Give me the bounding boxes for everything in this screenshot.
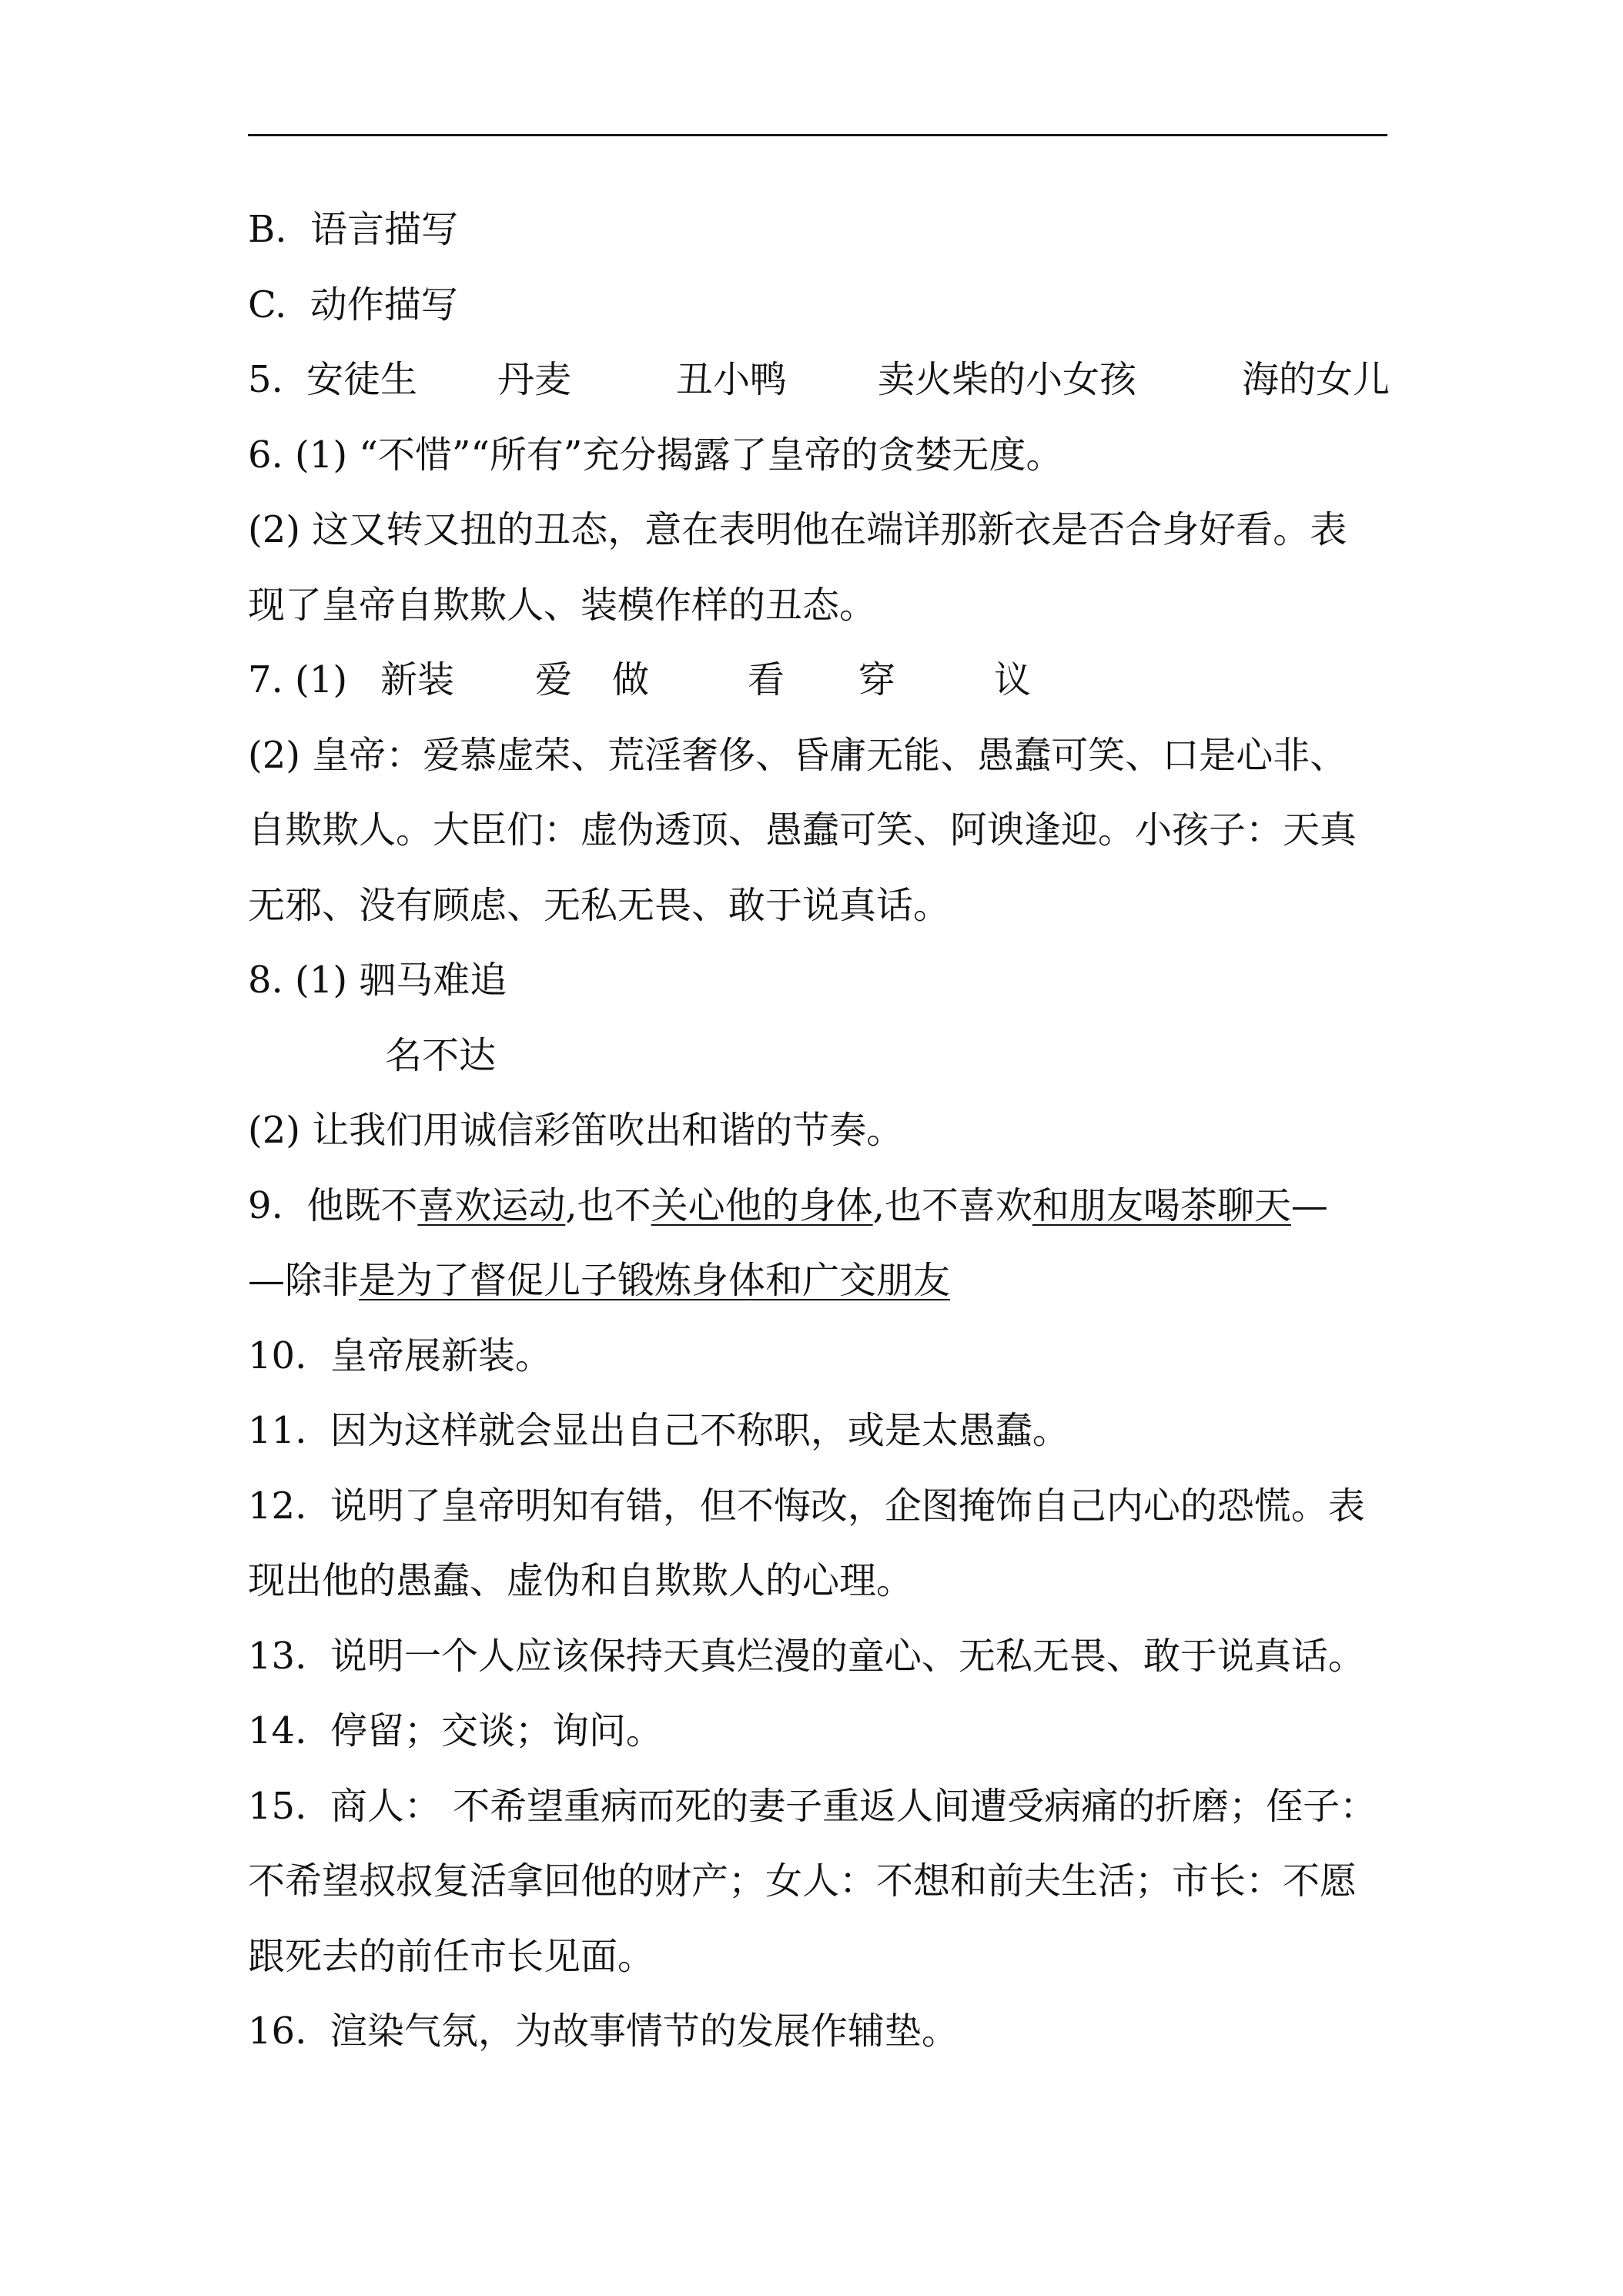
answer-12-cont: 现出他的愚蠢、虚伪和自欺欺人的心理。 [248,1559,914,1602]
answer-6-1: 6. (1) “不惜”“所有”充分揭露了皇帝的贪婪无度。 [248,433,1063,477]
answer-14: 14. 停留；交谈；询问。 [248,1709,663,1752]
answer-7-1: 7. (1) 新装 爱 做 看 穿 议 [248,658,1032,701]
answer-15-cont2: 跟死去的前任市长见面。 [248,1934,655,1978]
answer-6-2: (2) 这又转又扭的丑态，意在表明他在端详那新衣是否合身好看。表 [248,508,1347,551]
answer-9: 9. 他既不喜欢运动,也不关心他的身体,也不喜欢和朋友喝茶聊天— [248,1183,1328,1227]
underline-2: 关心他的身体 [651,1183,873,1227]
answer-11: 11. 因为这样就会显出自己不称职，或是太愚蠢。 [248,1409,1069,1452]
answer-8-1: 8. (1) 驷马难追 [248,959,507,1002]
answer-15: 15. 商人： 不希望重病而死的妻子重返人间遭受病痛的折磨；侄子： [248,1784,1377,1828]
answer-c: C. 动作描写 [248,283,458,326]
answer-text [248,192,1390,2070]
answer-7-2: (2) 皇帝：爱慕虚荣、荒淫奢侈、昏庸无能、愚蠢可笑、口是心非、 [248,733,1347,777]
answer-13: 13. 说明一个人应该保持天真烂漫的童心、无私无畏、敢于说真话。 [248,1634,1365,1678]
answer-9-cont: —除非是为了督促儿子锻炼身体和广交朋友 [248,1259,951,1302]
answer-6-2-cont: 现了皇帝自欺欺人、装模作样的丑态。 [248,583,877,627]
answer-b: B. 语言描写 [248,208,459,251]
answer-15-cont1: 不希望叔叔复活拿回他的财产；女人：不想和前夫生活；市长：不愿 [248,1859,1357,1903]
answer-16: 16. 渲染气氛，为故事情节的发展作辅垫。 [248,2010,959,2053]
answer-7-2-cont1: 自欺欺人。大臣们：虚伪透顶、愚蠢可笑、阿谀逢迎。小孩子：天真 [248,808,1357,852]
answer-12: 12. 说明了皇帝明知有错，但不悔改，企图掩饰自己内心的恐慌。表 [248,1484,1365,1528]
underline-3: 和朋友喝茶聊天 [1032,1183,1291,1227]
answer-10: 10. 皇帝展新装。 [248,1334,552,1377]
answer-7-2-cont2: 无邪、没有顾虑、无私无畏、敢于说真话。 [248,883,951,927]
header-rule [248,134,1387,136]
underline-1: 喜欢运动 [417,1183,566,1227]
answer-5: 5. 安徒生 丹麦 丑小鸭 卖火柴的小女孩 海的女儿 [248,358,1390,401]
answer-8-2: (2) 让我们用诚信彩笛吹出和谐的节奏。 [248,1109,904,1152]
underline-4: 是为了督促儿子锻炼身体和广交朋友 [359,1259,951,1302]
answer-8-1-cont: 名不达 [385,1033,497,1077]
